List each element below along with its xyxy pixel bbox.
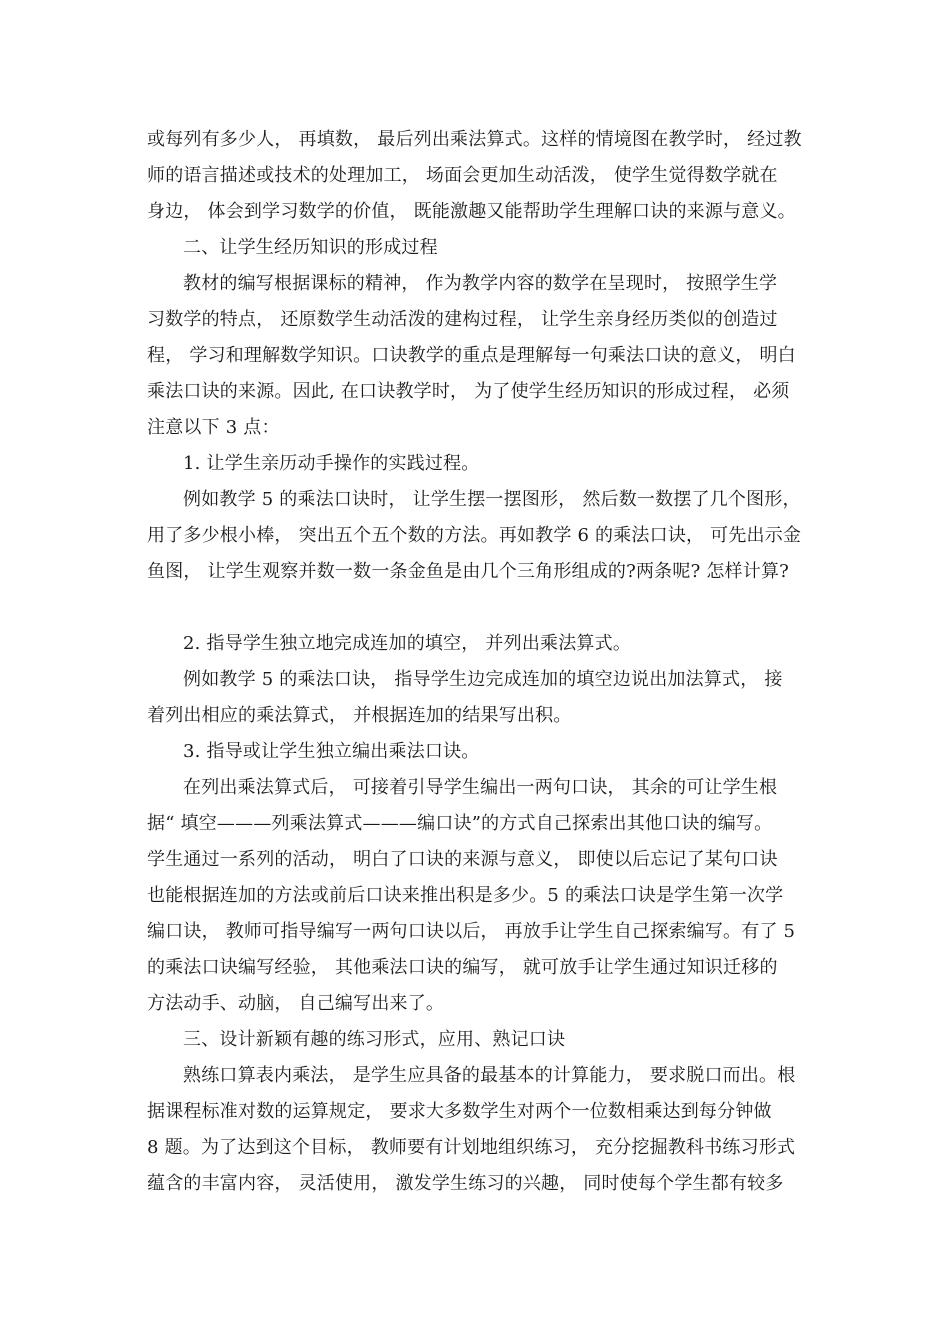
text-line: 编口诀， 教师可指导编写一两句口诀以后， 再放手让学生自己探索编写。有了 5 (147, 921, 796, 942)
text-line: 程， 学习和理解数学知识。口诀教学的重点是理解每一句乘法口诀的意义， 明白 (147, 345, 796, 366)
text-line: 鱼图， 让学生观察并数一数一条金鱼是由几个三角形组成的?两条呢? 怎样计算? (147, 561, 789, 582)
text-line: 方法动手、动脑， 自己编写出来了。 (147, 993, 445, 1014)
text-line: 蕴含的丰富内容， 灵活使用， 激发学生练习的兴趣， 同时使每个学生都有较多 (147, 1173, 784, 1194)
text-line: 学生通过一系列的活动， 明白了口诀的来源与意义， 即使以后忘记了某句口诀 (147, 849, 778, 870)
text-line: 例如教学 5 的乘法口诀时， 让学生摆一摆图形， 然后数一数摆了几个图形， (183, 489, 801, 510)
text-line: 也能根据连加的方法或前后口诀来推出积是多少。5 的乘法口诀是学生第一次学 (147, 885, 784, 906)
text-line: 据课程标准对数的运算规定， 要求大多数学生对两个一位数相乘达到每分钟做 (147, 1101, 772, 1122)
subheading: 2. 指导学生独立地完成连加的填空， 并列出乘法算式。 (183, 633, 632, 654)
text-line: 在列出乘法算式后， 可接着引导学生编出一两句口诀， 其余的可让学生根 (183, 777, 778, 798)
text-line: 据“ 填空———列乘法算式———编口诀”的方式自己探索出其他口诀的编写。 (147, 813, 773, 834)
text-line: 熟练口算表内乘法， 是学生应具备的最基本的计算能力， 要求脱口而出。根 (183, 1065, 796, 1086)
text-line: 习数学的特点， 还原数学生动活泼的建构过程， 让学生亲身经历类似的创造过 (147, 309, 778, 330)
text-line: 用了多少根小棒， 突出五个五个数的方法。再如教学 6 的乘法口诀， 可先出示金 (147, 525, 802, 546)
subheading: 1. 让学生亲历动手操作的实践过程。 (183, 453, 480, 474)
text-line: 身边， 体会到学习数学的价值， 既能激趣又能帮助学生理解口诀的来源与意义。 (147, 201, 796, 222)
subheading: 3. 指导或让学生独立编出乘法口诀。 (183, 741, 480, 762)
text-line: 教材的编写根据课标的精神， 作为教学内容的数学在呈现时， 按照学生学 (183, 273, 778, 294)
text-line: 着列出相应的乘法算式， 并根据连加的结果写出积。 (147, 705, 572, 726)
text-line: 的乘法口诀编写经验， 其他乘法口诀的编写， 就可放手让学生通过知识迁移的 (147, 957, 778, 978)
section-heading: 二、让学生经历知识的形成过程 (183, 237, 438, 258)
text-line: 师的语言描述或技术的处理加工， 场面会更加生动活泼， 使学生觉得数学就在 (147, 165, 778, 186)
text-line: 8 题。为了达到这个目标， 教师要有计划地组织练习， 充分挖掘教科书练习形式 (147, 1137, 796, 1158)
text-line: 或每列有多少人， 再填数， 最后列出乘法算式。这样的情境图在教学时， 经过教 (147, 129, 802, 150)
text-line: 乘法口诀的来源。因此, 在口诀教学时， 为了使学生经历知识的形成过程， 必须 (147, 381, 790, 402)
text-line: 注意以下 3 点： (147, 417, 280, 438)
text-line: 例如教学 5 的乘法口诀， 指导学生边完成连加的填空边说出加法算式， 接 (183, 669, 783, 690)
section-heading: 三、设计新颖有趣的练习形式，应用、熟记口诀 (183, 1029, 566, 1050)
